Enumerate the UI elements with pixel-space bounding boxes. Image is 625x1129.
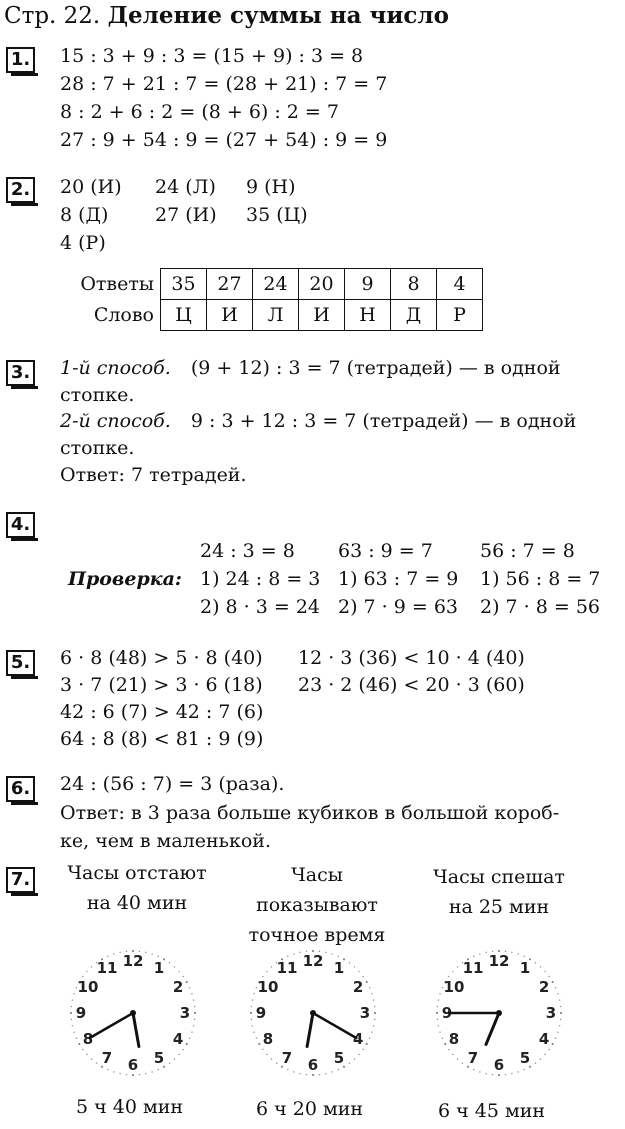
minute-tick [191, 993, 192, 994]
minute-tick [271, 966, 272, 967]
clock-face-2 [248, 948, 378, 1078]
dial-number: 10 [77, 978, 99, 996]
dial-number: 12 [302, 952, 324, 970]
dial-number: 3 [545, 1004, 557, 1022]
minute-tick [331, 953, 332, 954]
minute-tick [535, 1062, 536, 1063]
task-5-number: 5. [6, 650, 35, 676]
minute-tick [251, 1006, 252, 1007]
minute-tick [511, 952, 512, 953]
dial-number: 4 [352, 1030, 364, 1048]
section-title: Деление суммы на число [107, 2, 449, 29]
minute-tick [293, 1071, 294, 1072]
minute-tick [338, 1069, 339, 1070]
dial-number: 1 [153, 958, 165, 977]
word-row [60, 300, 483, 331]
task-3-answer: Ответ: 7 тетрадей. [60, 464, 247, 486]
minute-tick [256, 1038, 257, 1039]
minute-tick [86, 1054, 87, 1055]
minute-tick [178, 1054, 179, 1055]
minute-tick [91, 966, 92, 967]
hour-hand [486, 1013, 499, 1044]
minute-tick [287, 956, 288, 957]
minute-tick [473, 956, 474, 957]
minute-tick [193, 999, 194, 1000]
minute-tick [438, 999, 439, 1000]
minute-tick [560, 1019, 561, 1020]
minute-tick [371, 993, 372, 994]
dial-number: 2 [538, 978, 550, 996]
minute-tick [338, 956, 339, 957]
dial-number: 3 [359, 1004, 371, 1022]
minute-tick [485, 1073, 486, 1074]
minute-tick [151, 953, 152, 954]
minute-tick [178, 971, 179, 972]
task-2-number: 2. [6, 177, 35, 203]
answers-label: Ответы [80, 273, 154, 295]
minute-tick [437, 1019, 438, 1020]
minute-tick [119, 1073, 120, 1074]
minute-tick [452, 971, 453, 972]
minute-tick [492, 1074, 493, 1075]
minute-tick [70, 1012, 72, 1014]
minute-tick [189, 987, 190, 988]
minute-tick [473, 1069, 474, 1070]
minute-tick [439, 993, 440, 994]
minute-tick [126, 1074, 127, 1075]
dial-number: 10 [443, 978, 465, 996]
task-2-item: 20 (И) [60, 176, 122, 198]
dial-number: 6 [127, 1056, 139, 1074]
minute-tick [374, 1019, 375, 1020]
dial-number: 6 [493, 1056, 505, 1074]
minute-tick [169, 1062, 170, 1063]
clock-3-title [414, 862, 584, 922]
minute-tick [158, 956, 159, 957]
minute-tick [498, 1074, 500, 1076]
minute-tick [362, 1049, 363, 1050]
minute-tick [560, 1012, 562, 1014]
minute-tick [559, 1025, 560, 1026]
minute-tick [438, 1025, 439, 1026]
minute-tick [369, 1038, 370, 1039]
task-2-item: 24 (Л) [155, 176, 216, 198]
task-2-item: 9 (Н) [246, 176, 296, 198]
minute-tick [366, 1043, 368, 1045]
task-1-line: 27 : 9 + 54 : 9 = (27 + 54) : 9 = 9 [60, 129, 388, 151]
task-2-item: 27 (И) [155, 204, 217, 226]
minute-tick [276, 1062, 277, 1063]
minute-tick [182, 1049, 183, 1050]
minute-tick [373, 1025, 374, 1026]
minute-tick [73, 993, 74, 994]
dial-number: 8 [448, 1030, 460, 1048]
minute-tick [560, 1006, 561, 1007]
clock-face-1 [68, 948, 198, 1078]
minute-tick [552, 981, 554, 983]
minute-tick [505, 1074, 506, 1075]
dial-number: 6 [307, 1056, 319, 1074]
minute-tick [76, 1038, 77, 1039]
clock-title-line: точное время [248, 924, 386, 946]
letter-cell: Ц [161, 300, 207, 331]
task-7-number: 7. [6, 867, 35, 893]
task-1-line: 15 : 3 + 9 : 3 = (15 + 9) : 3 = 8 [60, 45, 364, 67]
minute-tick [354, 1058, 355, 1059]
minute-tick [299, 1073, 300, 1074]
minute-tick [252, 1025, 253, 1026]
minute-tick [139, 1074, 140, 1075]
task-4-check: 2) 8 · 3 = 24 [200, 596, 321, 618]
minute-tick [151, 1071, 152, 1072]
dial-number: 11 [462, 958, 484, 977]
task-5-comparison: 64 : 8 (8) < 81 : 9 (9) [60, 728, 264, 750]
task-5-comparison: 6 · 8 (48) > 5 · 8 (40) [60, 647, 263, 669]
dial-number: 8 [262, 1030, 274, 1048]
letter-cell: Р [437, 300, 483, 331]
minute-tick [253, 1031, 254, 1032]
method-2-label: 2-й способ. [60, 410, 171, 432]
method-1-label: 1-й способ. [60, 357, 171, 379]
minute-tick [485, 952, 486, 953]
minute-tick [145, 952, 146, 953]
task-1-line: 28 : 7 + 21 : 7 = (28 + 21) : 7 = 7 [60, 73, 388, 95]
minute-tick [194, 1019, 195, 1020]
minute-tick [186, 981, 188, 983]
letter-cell: Д [391, 300, 437, 331]
task-6-answer: Ответ: в 3 раза больше кубиков в большой короб- [60, 802, 560, 824]
letter-cell: Л [253, 300, 299, 331]
task-4-equation: 63 : 9 = 7 [338, 540, 433, 562]
clock-title-line: показывают [256, 894, 378, 916]
method-2-continuation: стопке. [60, 437, 135, 459]
task-4-equation: 56 : 7 = 8 [480, 540, 575, 562]
answer-table [60, 268, 483, 331]
answer-cell: 24 [253, 269, 299, 300]
minute-tick [262, 1049, 263, 1050]
minute-tick [371, 1031, 372, 1032]
minute-tick [366, 981, 368, 983]
minute-tick [544, 1054, 545, 1055]
minute-tick [107, 956, 108, 957]
minute-tick [544, 971, 545, 972]
minute-tick [174, 966, 175, 967]
answer-cell: 4 [437, 269, 483, 300]
clock-title-line: на 25 мин [448, 896, 550, 918]
dial-number: 9 [441, 1004, 453, 1022]
minute-hand [90, 1013, 133, 1038]
letter-cell: И [207, 300, 253, 331]
minute-tick [252, 999, 253, 1000]
minute-tick [462, 1062, 463, 1063]
task-5-comparison: 23 · 2 (46) < 20 · 3 (60) [298, 674, 525, 696]
dial-number: 12 [488, 952, 510, 970]
minute-tick [524, 1069, 525, 1070]
clock-title-line: Часы спешат [433, 866, 565, 888]
answer-cell: 27 [207, 269, 253, 300]
method-1-text: (9 + 12) : 3 = 7 (тетрадей) — в одной [190, 357, 561, 379]
minute-tick [555, 1038, 556, 1039]
clock-2-title [232, 860, 402, 950]
minute-tick [72, 1025, 73, 1026]
minute-tick [306, 1074, 307, 1075]
minute-tick [325, 952, 326, 953]
minute-tick [331, 1071, 332, 1072]
method-1-continuation: стопке. [60, 384, 135, 406]
minute-tick [511, 1073, 512, 1074]
minute-tick [442, 1038, 443, 1039]
minute-tick [319, 1074, 320, 1075]
minute-tick [369, 987, 370, 988]
minute-tick [174, 1058, 175, 1059]
task-6-answer: ке, чем в маленькой. [60, 830, 272, 852]
clock-1-time: 5 ч 40 мин [76, 1096, 184, 1118]
letter-cell: Н [345, 300, 391, 331]
letter-cell: И [299, 300, 345, 331]
minute-tick [373, 999, 374, 1000]
minute-tick [358, 1054, 359, 1055]
dial-number: 1 [333, 958, 345, 977]
task-5-comparison: 42 : 6 (7) > 42 : 7 (6) [60, 701, 264, 723]
clock-face-3 [434, 948, 564, 1078]
clock-title-line: Часы [291, 864, 343, 886]
dial-number: 8 [82, 1030, 94, 1048]
task-2-item: 35 (Ц) [246, 204, 308, 226]
minute-tick [194, 1006, 195, 1007]
minute-tick [72, 999, 73, 1000]
minute-tick [107, 1069, 108, 1070]
minute-tick [119, 952, 120, 953]
minute-tick [540, 1058, 541, 1059]
clock-3-time: 6 ч 45 мин [438, 1100, 546, 1122]
minute-tick [73, 1031, 74, 1032]
minute-tick [193, 1025, 194, 1026]
minute-tick [457, 1058, 458, 1059]
dial-number: 11 [276, 958, 298, 977]
task-4-check: 1) 24 : 8 = 3 [200, 568, 321, 590]
minute-tick [258, 1043, 260, 1045]
dial-number: 12 [122, 952, 144, 970]
minute-tick [552, 1043, 554, 1045]
page-title [4, 2, 449, 29]
minute-tick [253, 993, 254, 994]
minute-tick [82, 1049, 83, 1050]
task-6-expression: 24 : (56 : 7) = 3 (раза). [60, 773, 285, 795]
minute-tick [374, 1006, 375, 1007]
minute-tick [293, 953, 294, 954]
minute-tick [559, 999, 560, 1000]
dial-number: 7 [467, 1049, 479, 1068]
minute-tick [557, 993, 558, 994]
minute-tick [113, 953, 114, 954]
minute-tick [548, 1049, 549, 1050]
minute-tick [358, 971, 359, 972]
task-5-comparison: 12 · 3 (36) < 10 · 4 (40) [298, 647, 525, 669]
minute-tick [439, 1031, 440, 1032]
minute-tick [194, 1012, 196, 1014]
minute-tick [266, 1054, 267, 1055]
dial-number: 1 [519, 958, 531, 977]
dial-number: 5 [153, 1049, 165, 1068]
dial-number: 10 [257, 978, 279, 996]
clock-title-line: на 40 мин [86, 892, 188, 914]
task-5-comparison: 3 · 7 (21) > 3 · 6 (18) [60, 674, 263, 696]
dial-number: 3 [179, 1004, 191, 1022]
minute-hand [313, 1013, 356, 1038]
minute-tick [189, 1038, 190, 1039]
minute-tick [448, 1049, 449, 1050]
dial-number: 2 [172, 978, 184, 996]
minute-tick [349, 962, 350, 963]
minute-tick [555, 987, 556, 988]
minute-tick [437, 1006, 438, 1007]
task-3-number: 3. [6, 360, 35, 386]
minute-tick [250, 1012, 252, 1014]
minute-tick [436, 1012, 438, 1014]
minute-tick [251, 1019, 252, 1020]
clock-center [130, 1010, 136, 1016]
clock-center [496, 1010, 502, 1016]
minute-tick [444, 1043, 446, 1045]
minute-tick [113, 1071, 114, 1072]
minute-tick [266, 971, 267, 972]
dial-number: 7 [281, 1049, 293, 1068]
clock-1-title [52, 858, 222, 918]
minute-tick [535, 962, 536, 963]
minute-tick [86, 971, 87, 972]
dial-number: 4 [172, 1030, 184, 1048]
minute-tick [312, 1074, 314, 1076]
minute-tick [191, 1031, 192, 1032]
minute-tick [457, 966, 458, 967]
answer-cell: 20 [299, 269, 345, 300]
dial-number: 7 [101, 1049, 113, 1068]
minute-tick [524, 956, 525, 957]
answers-row [60, 269, 483, 300]
minute-tick [96, 1062, 97, 1063]
minute-tick [169, 962, 170, 963]
check-label: Проверка: [68, 568, 182, 590]
minute-tick [158, 1069, 159, 1070]
minute-tick [71, 1006, 72, 1007]
clock-2-time: 6 ч 20 мин [256, 1098, 364, 1120]
answer-cell: 8 [391, 269, 437, 300]
method-2-text: 9 : 3 + 12 : 3 = 7 (тетрадей) — в одной [190, 410, 577, 432]
minute-tick [517, 953, 518, 954]
task-2-item: 4 (Р) [60, 232, 106, 254]
minute-tick [145, 1073, 146, 1074]
dial-number: 9 [75, 1004, 87, 1022]
task-4-check: 2) 7 · 8 = 56 [480, 596, 601, 618]
minute-tick [132, 1074, 134, 1076]
task-4-number: 4. [6, 512, 35, 538]
minute-tick [374, 1012, 376, 1014]
dial-number: 9 [255, 1004, 267, 1022]
minute-tick [299, 952, 300, 953]
minute-tick [186, 1043, 188, 1045]
clock-center [310, 1010, 316, 1016]
task-4-check: 2) 7 · 9 = 63 [338, 596, 459, 618]
minute-tick [354, 966, 355, 967]
minute-tick [325, 1073, 326, 1074]
minute-tick [71, 1019, 72, 1020]
task-2-item: 8 (Д) [60, 204, 109, 226]
minute-tick [349, 1062, 350, 1063]
task-4-check: 1) 56 : 8 = 7 [480, 568, 601, 590]
page-number: Стр. 22. [4, 3, 101, 29]
minute-tick [78, 1043, 80, 1045]
word-label: Слово [93, 304, 154, 326]
minute-tick [540, 966, 541, 967]
dial-number: 2 [352, 978, 364, 996]
answer-cell: 35 [161, 269, 207, 300]
minute-tick [452, 1054, 453, 1055]
dial-number: 11 [96, 958, 118, 977]
minute-tick [517, 1071, 518, 1072]
minute-tick [287, 1069, 288, 1070]
clock-title-line: Часы отстают [67, 862, 207, 884]
task-1-line: 8 : 2 + 6 : 2 = (8 + 6) : 2 = 7 [60, 101, 339, 123]
minute-tick [271, 1058, 272, 1059]
task-4-equation: 24 : 3 = 8 [200, 540, 295, 562]
answer-cell: 9 [345, 269, 391, 300]
dial-number: 5 [333, 1049, 345, 1068]
minute-tick [91, 1058, 92, 1059]
task-4-check: 1) 63 : 7 = 9 [338, 568, 459, 590]
task-6-number: 6. [6, 776, 35, 802]
minute-tick [479, 1071, 480, 1072]
hour-hand [133, 1013, 139, 1046]
dial-number: 4 [538, 1030, 550, 1048]
minute-tick [557, 1031, 558, 1032]
minute-tick [479, 953, 480, 954]
hour-hand [307, 1013, 313, 1046]
dial-number: 5 [519, 1049, 531, 1068]
task-1-number: 1. [6, 47, 35, 73]
